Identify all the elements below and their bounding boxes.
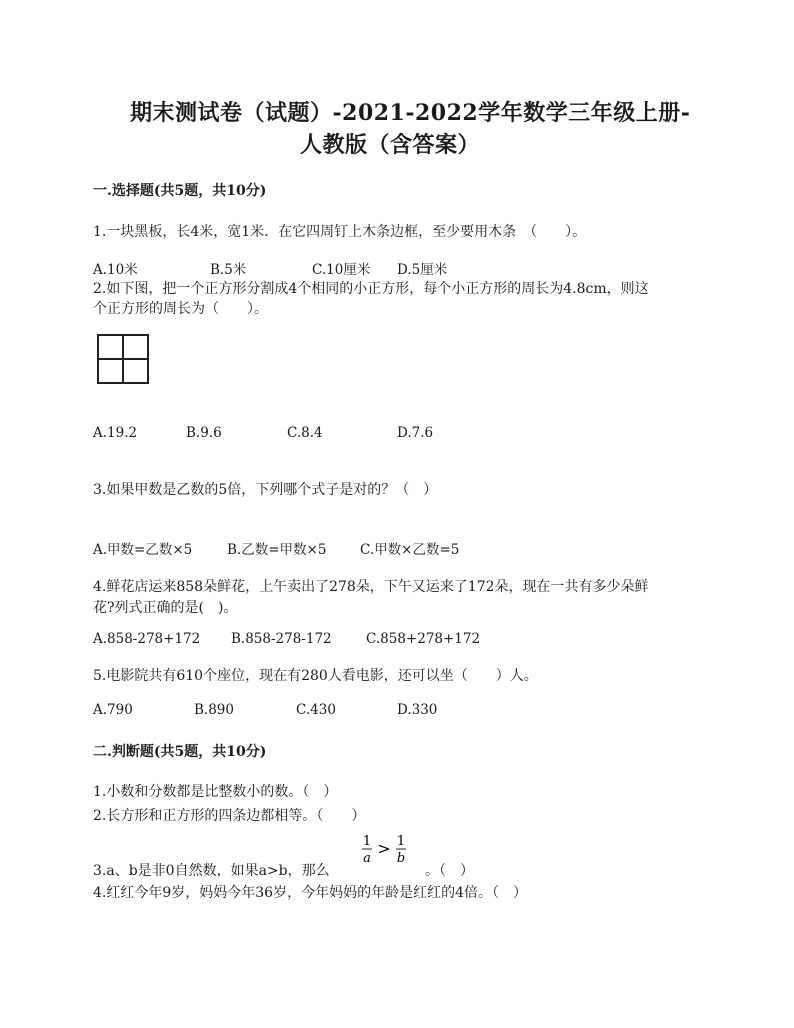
q2-option-d: D.7.6 [397,425,434,441]
left-denominator: a [363,851,371,866]
q3-option-b: B.乙数=甲数×5 [227,542,327,558]
q5-option-b: B.890 [194,702,234,718]
q5-text: 5.电影院共有610个座位，现在有280人看电影，还可以坐（ ）人。 [93,668,538,684]
tf-q1-text: 1.小数和分数都是比整数小的数。（ ） [93,784,338,800]
fraction-comparison [360,832,410,868]
tf-q3-tail: 。（ ） [425,863,474,879]
q2-option-c: C.8.4 [287,425,323,441]
q5-option-c: C.430 [296,702,336,718]
q5-option-a: A.790 [93,702,133,718]
section2-heading: 二.判断题(共5题，共10分) [93,744,267,760]
q4-text-line2: 花?列式正确的是( )。 [93,600,238,616]
left-numerator: 1 [362,834,372,849]
page-title-line2: 人教版（含答案） [300,132,481,158]
tf-q4-text: 4.红红今年9岁，妈妈今年36岁，今年妈妈的年龄是红红的4倍。（ ） [93,885,527,901]
page-title-line1: 期末测试卷（试题）-2021-2022学年数学三年级上册- [130,100,691,126]
right-denominator: b [396,851,406,866]
section1-heading: 一.选择题(共5题，共10分) [93,183,267,199]
q4-option-b: B.858-278-172 [231,631,332,647]
greater-than-sign: > [377,839,391,858]
q1-option-b: B.5米 [210,262,247,278]
tf-q3-text: 3.a、b是非0自然数，如果a>b，那么 [93,863,330,879]
q3-text: 3.如果甲数是乙数的5倍，下列哪个式子是对的？（ ） [93,482,438,498]
q1-option-a: A.10米 [93,262,138,278]
q2-text-line2: 个正方形的周长为（ ）。 [93,301,268,317]
q4-text-line1: 4.鲜花店运来858朵鲜花，上午卖出了278朵，下午又运来了172朵，现在一共有多少朵鲜 [93,579,649,595]
square-grid-figure [97,334,149,384]
q2-option-b: B.9.6 [186,425,222,441]
q1-option-c: C.10厘米 [312,262,371,278]
q3-option-a: A.甲数=乙数×5 [93,542,193,558]
q1-text: 1.一块黑板，长4米，宽1米．在它四周钉上木条边框，至少要用木条 （ ）。 [93,224,587,240]
q2-option-a: A.19.2 [93,425,138,441]
q1-option-d: D.5厘米 [397,262,448,278]
q5-option-d: D.330 [397,702,438,718]
q4-option-a: A.858-278+172 [93,631,201,647]
q2-text-line1: 2.如下图，把一个正方形分割成4个相同的小正方形，每个小正方形的周长为4.8cm，则这 [93,281,649,297]
tf-q2-text: 2.长方形和正方形的四条边都相等。（ ） [93,808,366,824]
q4-option-c: C.858+278+172 [366,631,481,647]
q3-option-c: C.甲数×乙数=5 [360,542,460,558]
right-numerator: 1 [396,834,406,849]
